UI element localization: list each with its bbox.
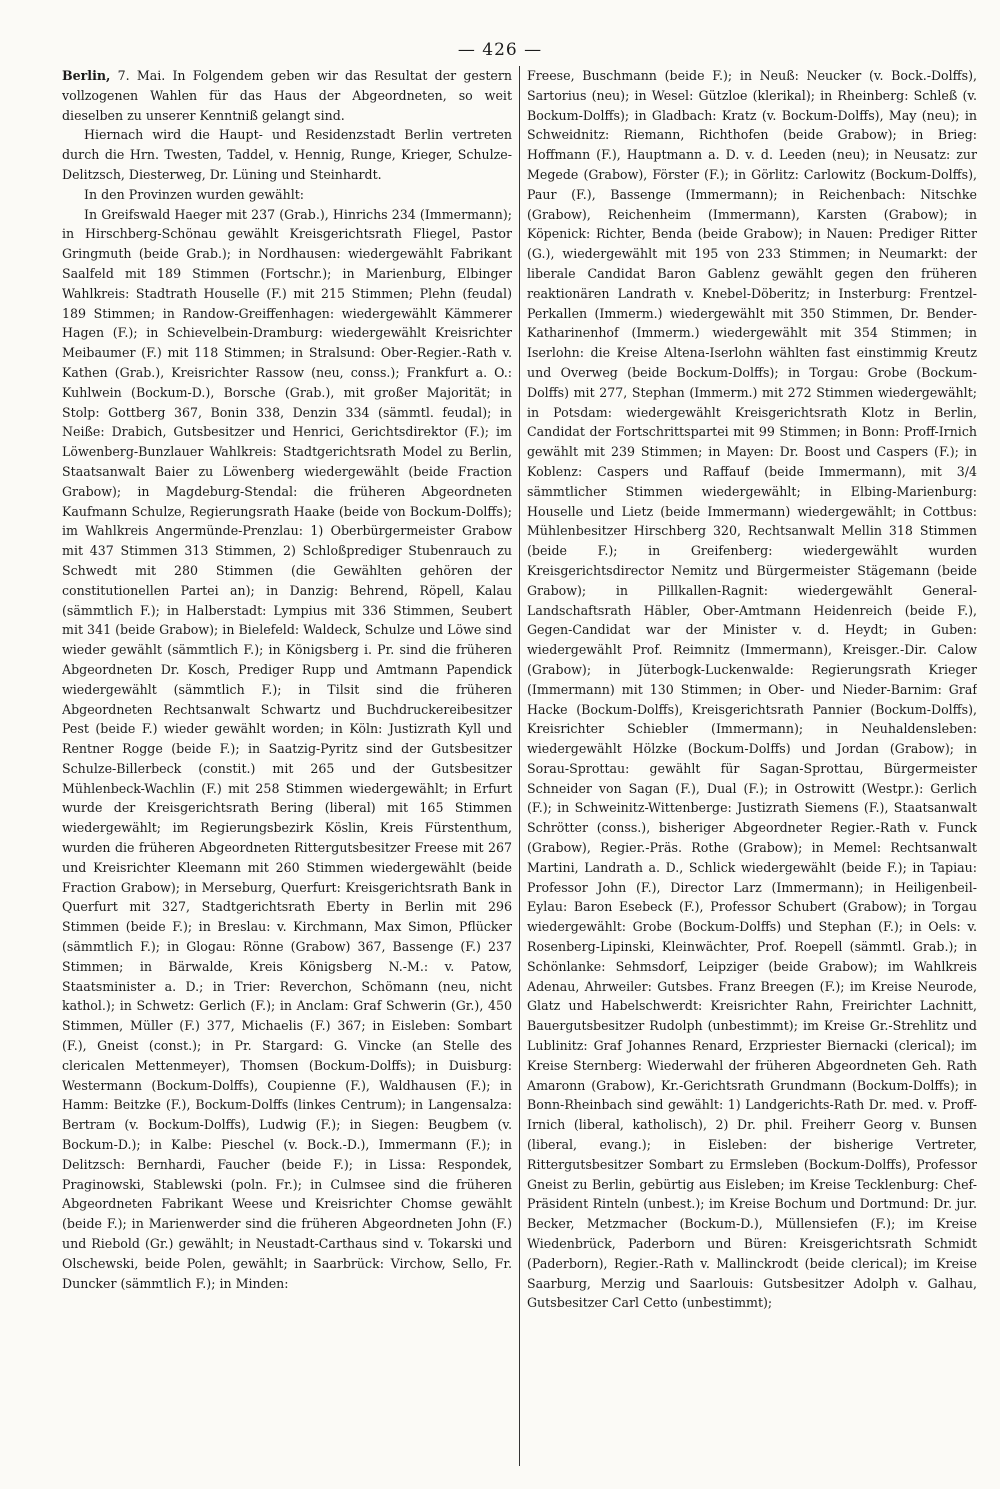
right-column: [527, 66, 977, 1466]
column-divider: [519, 66, 520, 1466]
paragraph-results-right: Freese, Buschmann (beide F.); in Neuß: Neucker (v. Bock.-Dolffs), Sartorius (neu); in Wesel: Gützloe (klerikal); in Rheinberg: Schleß (v. Bockum-Dolffs); in Gladbach: Kratz (v. Bockum-Dolffs), May (neu); in Schweidnitz: Riemann, Richthofen (beide Grabow); in Brieg: Hoffmann (F.), Hauptmann a. D. v. d. Leeden (neu); in Neusatz: zur Megede (Grabow), Förster (F.); in Görlitz: Carlowitz (Bockum-Dolffs), Paur (F.), Bassenge (Immermann); in Reichenbach: Nitschke (Grabow), Reichenheim (Immermann), Karsten (Grabow); in Köpenick: Richter, Benda (beide Grabow); in Nauen: Prediger Ritter (G.), wiedergewählt mit 195 von 233 Stimmen; in Neumarkt: der liberale Candidat Baron Gablenz gewählt gegen den früheren reaktionären Landrath v. Knebel-Döberitz; in Insterburg: Frentzel-Perkallen (Immerm.) wiedergewählt mit 350 Stimmen, Dr. Bender-Katharinenhof (Immerm.) wiedergewählt mit 354 Stimmen; in Iserlohn: die Kreise Altena-Iserlohn wählten fast einstimmig Kreutz und Overweg (beide Bockum-Dolffs); in Torgau: Grobe (Bockum-Dolffs) mit 277, Stephan (Immerm.) mit 272 Stimmen wiedergewählt; in Potsdam: wiedergewählt Kreisgerichtsrath Klotz in Berlin, Candidat der Fortschrittspartei mit 99 Stimmen; in Bonn: Proff-Irnich gewählt mit 239 Stimmen; in Mayen: Dr. Boost und Caspers (F.); in Koblenz: Caspers und Raffauf (beide Immermann), mit 3/4 sämmtlicher Stimmen wiedergewählt; in Elbing-Marienburg: Houselle und Lietz (beide Immermann) wiedergewählt; in Cottbus: Mühlenbesitzer Hirschberg 320, Rechtsanwalt Mellin 318 Stimmen (beide F.); in Greifenberg: wiedergewählt wurden Kreisgerichtsdirector Nemitz und Bürgermeister Stägemann (beide Grabow); in Pillkallen-Ragnit: wiedergewählt General-Landschaftsrath Häbler, Ober-Amtmann Heidenreich (beide F.), Gegen-Candidat war der Minister v. d. Heydt; in Guben: wiedergewählt Prof. Reimnitz (Immermann), Kreisger.-Dir. Calow (Grabow); in Jüterbogk-Luckenwalde: Regierungsrath Krieger (Immermann) mit 130 Stimmen; in Ober- und Nieder-Barnim: Graf Hacke (Bockum-Dolffs), Kreisgerichtsrath Pannier (Bockum-Dolffs), Kreisrichter Schiebler (Immermann); in Neuhaldensleben: wiedergewählt Hölzke (Bockum-Dolffs) und Jordan (Grabow); in Sorau-Sprottau: gewählt für Sagan-Sprottau, Bürgermeister Schneider von Sagan (F.), Dual (F.); in Ostrowitt (Westpr.): Gerlich (F.); in Schweinitz-Wittenberge: Justizrath Siemens (F.), Staatsanwalt Schrötter (conss.), bisheriger Abgeordneter Regier.-Rath v. Funck (Grabow), Regier.-Präs. Rothe (Grabow); in Memel: Rechtsanwalt Martini, Landrath a. D., Schlick wiedergewählt (beide F.); in Tapiau: Professor John (F.), Director Larz (Immermann); in Heiligenbeil-Eylau: Baron Esebeck (F.), Professor Schubert (Grabow); in Torgau wiedergewählt: Grobe (Bockum-Dolffs) und Stephan (F.); in Oels: v. Rosenberg-Lipinski, Kleinwächter, Prof. Roepell (sämmtl. Grab.); in Schönlanke: Sehmsdorf, Leipziger (beide Grabow); im Wahlkreis Adenau, Ahrweiler: Gutsbes. Franz Breegen (F.); im Kreise Neurode, Glatz und Habelschwerdt: Kreisrichter Rahn, Freirichter Lachnitt, Bauergutsbesitzer Rudolph (unbestimmt); im Kreise Gr.-Strehlitz und Lublinitz: Graf Johannes Renard, Erzpriester Biernacki (clerical); im Kreise Sternberg: Wiederwahl der früheren Abgeordneten Geh. Rath Amaronn (Grabow), Kr.-Gerichtsrath Grundmann (Bockum-Dolffs); in Bonn-Rheinbach sind gewählt: 1) Landgerichts-Rath Dr. med. v. Proff-Irnich (liberal, katholisch), 2) Dr. phil. Freiherr Georg v. Bunsen (liberal, evang.); in Eisleben: der bisherige Vertreter, Rittergutsbesitzer Sombart zu Ermsleben (Bockum-Dolffs), Professor Gneist zu Berlin, gebürtig aus Eisleben; im Kreise Tecklenburg: Chef-Präsident Rinteln (unbest.); im Kreise Bochum und Dortmund: Dr. jur. Becker, Metzmacher (Bockum-D.), Müllensiefen (F.); im Kreise Wiedenbrück, Paderborn und Büren: Kreisgerichtsrath Schmidt (Paderborn), Regier.-Rath v. Mallinckrodt (beide clerical); im Kreise Saarburg, Merzig und Saarlouis: Gutsbesitzer Adolph v. Galhau, Gutsbesitzer Carl Cetto (unbestimmt);: [527, 68, 977, 1311]
article-columns: [62, 66, 978, 1466]
paragraph-berlin: Hiernach wird die Haupt- und Residenzstadt Berlin vertreten durch die Hrn. Twesten, Taddel, v. Hennig, Runge, Krieger, Schulze-Delitzsch, Diesterweg, Dr. Lüning und Steinhardt.: [62, 127, 512, 182]
left-column: [62, 66, 512, 1466]
lead-text: 7. Mai. In Folgendem geben wir das Resultat der gestern vollzogenen Wahlen für das Haus der Abgeordneten, so weit dieselben zu unserer Kenntniß gelangt sind.: [62, 68, 512, 123]
page-number: — 426 —: [457, 40, 543, 60]
lead-paragraph: [62, 66, 512, 125]
paragraph-provinces-intro: In den Provinzen wurden gewählt:: [84, 186, 305, 202]
paragraph-results-left: In Greifswald Haeger mit 237 (Grab.), Hinrichs 234 (Immermann); in Hirschberg-Schönau gewählt Kreisgerichtsrath Fliegel, Pastor Gringmuth (beide Grab.); in Nordhausen: wiedergewählt Fabrikant Saalfeld mit 189 Stimmen (Fortschr.); in Marienburg, Elbinger Wahlkreis: Stadtrath Houselle (F.) mit 215 Stimmen; Plehn (feudal) 189 Stimmen; in Randow-Greiffenhagen: wiedergewählt Kämmerer Hagen (F.); in Schievelbein-Dramburg: wiedergewählt Kreisrichter Meibaumer (F.) mit 118 Stimmen; in Stralsund: Ober-Regier.-Rath v. Kathen (Grab.), Kreisrichter Rassow (neu, conss.); Frankfurt a. O.: Kuhlwein (Bockum-D.), Borsche (Grab.), mit großer Majorität; in Stolp: Gottberg 367, Bonin 338, Denzin 334 (sämmtl. feudal); in Neiße: Drabich, Gutsbesitzer und Henrici, Gerichtsdirektor (F.); im Löwenberg-Bunzlauer Wahlkreis: Stadtgerichtsrath Model zu Berlin, Staatsanwalt Baier zu Löwenberg wiedergewählt (beide Fraction Grabow); in Magdeburg-Stendal: die früheren Abgeordneten Kaufmann Schulze, Regierungsrath Haake (beide von Bockum-Dolffs); im Wahlkreis Angermünde-Prenzlau: 1) Oberbürgermeister Grabow mit 437 Stimmen 313 Stimmen, 2) Schloßprediger Stubenrauch zu Schwedt mit 280 Stimmen (die Gewählten gehören der constitutionellen Partei an); in Danzig: Behrend, Röpell, Kalau (sämmtlich F.); in Halberstadt: Lympius mit 336 Stimmen, Seubert mit 341 (beide Grabow); in Bielefeld: Waldeck, Schulze und Löwe sind wieder gewählt (sämmtlich F.); in Königsberg i. Pr. sind die früheren Abgeordneten Dr. Kosch, Prediger Rupp und Amtmann Papendick wiedergewählt (sämmtlich F.); in Tilsit sind die früheren Abgeordneten Rechtsanwalt Schwartz und Buchdruckereibesitzer Pest (beide F.) wieder gewählt worden; in Köln: Justizrath Kyll und Rentner Rogge (beide F.); in Saatzig-Pyritz sind der Gutsbesitzer Schulze-Billerbeck (constit.) mit 265 und der Gutsbesitzer Mühlenbeck-Wachlin (F.) mit 258 Stimmen wiedergewählt; in Erfurt wurde der Kreisgerichtsrath Bering (liberal) mit 165 Stimmen wiedergewählt; im Regierungsbezirk Köslin, Kreis Fürstenthum, wurden die früheren Abgeordneten Rittergutsbesitzer Freese mit 267 und Kreisrichter Kleemann mit 260 Stimmen wiedergewählt (beide Fraction Grabow); in Merseburg, Querfurt: Kreisgerichtsrath Bank in Querfurt mit 327, Stadtgerichtsrath Eberty in Berlin mit 296 Stimmen (beide F.); in Breslau: v. Kirchmann, Max Simon, Pflücker (sämmtlich F.); in Glogau: Rönne (Grabow) 367, Bassenge (F.) 237 Stimmen; in Bärwalde, Kreis Königsberg N.-M.: v. Patow, Staatsminister a. D.; in Trier: Reverchon, Schömann (neu, nicht kathol.); in Schwetz: Gerlich (F.); in Anclam: Graf Schwerin (Gr.), 450 Stimmen, Müller (F.) 377, Michaelis (F.) 367; in Eisleben: Sombart (F.), Gneist (const.); in Pr. Stargard: G. Vincke (an Stelle des clericalen Mettenmeyer), Thomsen (Bockum-Dolffs); in Duisburg: Westermann (Bockum-Dolffs), Coupienne (F.), Waldhausen (F.); in Hamm: Beitzke (F.), Bockum-Dolffs (linkes Centrum); in Langensalza: Bertram (v. Bockum-Dolffs), Ludwig (F.); in Siegen: Beugbem (v. Bockum-D.); in Kalbe: Pieschel (v. Bock.-D.), Immermann (F.); in Delitzsch: Bernhardi, Faucher (beide F.); in Lissa: Respondek, Praginowski, Stablewski (poln. Fr.); in Culmsee sind die früheren Abgeordneten Fabrikant Weese und Kreisrichter Chomse gewählt (beide F.); in Marienwerder sind die früheren Abgeordneten John (F.) und Riebold (Gr.) gewählt; in Neustadt-Carthaus sind v. Tokarski und Olschewski, beide Polen, gewählt; in Saarbrück: Virchow, Sello, Fr. Duncker (sämmtlich F.); in Minden:: [62, 206, 512, 1291]
dateline: Berlin,: [62, 68, 111, 83]
